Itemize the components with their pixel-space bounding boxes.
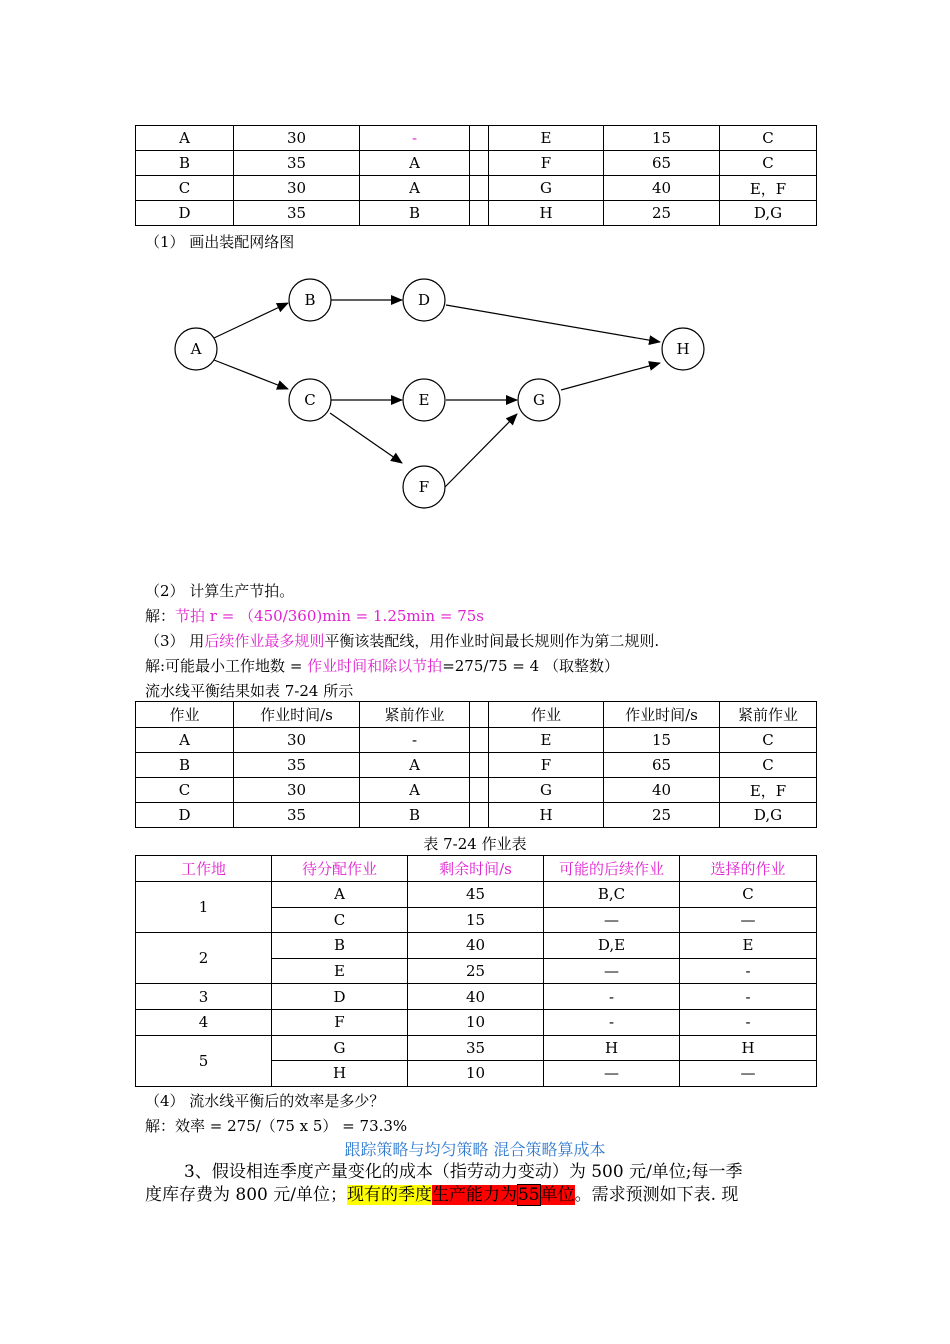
- table-header-cell: 紧前作业: [360, 702, 470, 728]
- table-cell: B: [360, 201, 470, 226]
- table-cell: —: [544, 1061, 680, 1087]
- table-header-cell: 作业: [136, 702, 234, 728]
- result-line: 流水线平衡结果如表 7-24 所示: [145, 682, 354, 700]
- table-cell: E: [489, 126, 604, 151]
- node-label: H: [676, 340, 690, 358]
- table-cell: 40: [604, 176, 720, 201]
- table-cell: B,C: [544, 882, 680, 908]
- table-cell: 15: [604, 126, 720, 151]
- table-cell: A: [360, 151, 470, 176]
- table-2-caption: 表 7-24 作业表: [423, 835, 527, 853]
- paragraph-line-2: [145, 1180, 738, 1205]
- table-header-cell: 作业时间/s: [234, 702, 360, 728]
- table-cell: F: [489, 151, 604, 176]
- table-cell: 25: [408, 958, 544, 984]
- table-cell: H: [489, 201, 604, 226]
- edge-a-c: [214, 360, 288, 389]
- assembly-network-diagram: [0, 0, 950, 560]
- node-d: [403, 279, 445, 321]
- table-2: [135, 701, 817, 828]
- table-cell: 40: [408, 984, 544, 1010]
- table-cell: -: [360, 728, 470, 753]
- question-3-prefix: （3） 用: [145, 632, 205, 650]
- table-spacer-cell: [470, 702, 489, 728]
- table-cell: 10: [408, 1061, 544, 1087]
- table-cell: H: [489, 803, 604, 828]
- question-1: （1） 画出装配网络图: [145, 233, 295, 251]
- node-g: [518, 379, 560, 421]
- table-cell: C: [720, 753, 817, 778]
- answer-2-prefix: 解：: [145, 607, 176, 625]
- table-cell: C: [720, 126, 817, 151]
- table-cell: —: [544, 958, 680, 984]
- table-cell: 35: [408, 1035, 544, 1061]
- table-cell: A: [136, 728, 234, 753]
- table-spacer-cell: [470, 803, 489, 828]
- table-cell: —: [680, 907, 817, 933]
- table-cell: D: [272, 984, 408, 1010]
- highlight-yellow: 现有的季度: [346, 1185, 432, 1205]
- answer-4: 解：效率 = 275/（75 x 5） = 73.3%: [145, 1117, 408, 1135]
- table-row: [136, 1009, 817, 1035]
- table-cell: -: [680, 1009, 817, 1035]
- station-cell: 1: [136, 882, 272, 933]
- table-cell: C: [720, 151, 817, 176]
- table-cell: -: [680, 984, 817, 1010]
- table-cell: 30: [234, 778, 360, 803]
- question-3-suffix: 平衡该装配线，用作业时间最长规则作为第二规则.: [324, 632, 660, 650]
- table-cell: D: [136, 201, 234, 226]
- highlight-red-1: 生产能力为: [431, 1185, 517, 1205]
- node-b: [289, 279, 331, 321]
- table-cell: F: [272, 1009, 408, 1035]
- highlight-red-3: 单位: [540, 1185, 575, 1205]
- node-label: F: [418, 478, 430, 496]
- table-row: [136, 778, 817, 803]
- table-cell: 35: [234, 803, 360, 828]
- table-cell: A: [360, 753, 470, 778]
- table-cell: F: [489, 753, 604, 778]
- table-header-cell: 作业时间/s: [604, 702, 720, 728]
- table-cell: 35: [234, 151, 360, 176]
- paragraph-line-2-a: 度库存费为 800 元/单位；: [145, 1185, 347, 1205]
- table-cell: -: [360, 126, 470, 151]
- table-cell: D,G: [720, 803, 817, 828]
- table-header-cell: 可能的后续作业: [544, 856, 680, 882]
- table-header-cell: 作业: [489, 702, 604, 728]
- node-e: [403, 379, 445, 421]
- table-row: [136, 753, 817, 778]
- table-row: [136, 702, 817, 728]
- answer-3: [145, 655, 619, 676]
- question-3: [145, 630, 659, 651]
- node-a: [175, 328, 217, 370]
- table-row: [136, 1035, 817, 1061]
- edge-a-b: [214, 303, 288, 338]
- table-cell: G: [489, 176, 604, 201]
- answer-3-prefix: 解:可能最小工作地数 =: [145, 657, 308, 675]
- answer-3-highlight: 作业时间和除以节拍: [307, 657, 443, 675]
- table-cell: E: [272, 958, 408, 984]
- table-cell: C: [720, 728, 817, 753]
- table-cell: A: [360, 778, 470, 803]
- table-3: [135, 855, 817, 1087]
- table-cell: E: [680, 933, 817, 959]
- node-label: C: [304, 391, 316, 409]
- table-row: [136, 984, 817, 1010]
- table-cell: 15: [408, 907, 544, 933]
- edge-f-g: [445, 414, 517, 487]
- table-cell: B: [360, 803, 470, 828]
- node-label: E: [418, 391, 430, 409]
- answer-2-text: 节拍 r = （450/360)min = 1.25min = 75s: [175, 607, 484, 625]
- table-cell: 40: [604, 778, 720, 803]
- table-cell: -: [544, 984, 680, 1010]
- table-cell: —: [544, 907, 680, 933]
- table-header-cell: 待分配作业: [272, 856, 408, 882]
- table-cell: 10: [408, 1009, 544, 1035]
- table-cell: 25: [604, 803, 720, 828]
- table-header-cell: 紧前作业: [720, 702, 817, 728]
- table-cell: C: [136, 778, 234, 803]
- table-row: [136, 933, 817, 959]
- table-cell: D,G: [720, 201, 817, 226]
- table-cell: G: [272, 1035, 408, 1061]
- table-cell: 40: [408, 933, 544, 959]
- table-row: [136, 856, 817, 882]
- section-title: 跟踪策略与均匀策略 混合策略算成本: [344, 1140, 606, 1159]
- station-cell: 5: [136, 1035, 272, 1086]
- table-spacer-cell: [470, 753, 489, 778]
- paragraph-line-2-b: 。需求预测如下表. 现: [574, 1185, 739, 1205]
- table-cell: —: [680, 1061, 817, 1087]
- table-row: [136, 882, 817, 908]
- node-label: B: [304, 291, 316, 309]
- node-f: [403, 466, 445, 508]
- table-header-cell: 工作地: [136, 856, 272, 882]
- table-cell: E: [489, 728, 604, 753]
- table-cell: 65: [604, 753, 720, 778]
- table-header-cell: 选择的作业: [680, 856, 817, 882]
- table-spacer-cell: [470, 728, 489, 753]
- table-cell: 30: [234, 176, 360, 201]
- table-cell: D,E: [544, 933, 680, 959]
- node-h: [662, 328, 704, 370]
- table-spacer-cell: [470, 778, 489, 803]
- table-header-cell: 剩余时间/s: [408, 856, 544, 882]
- table-cell: H: [680, 1035, 817, 1061]
- paragraph-line-1: 3、假设相连季度产量变化的成本（指劳动力变动）为 500 元/单位;每一季: [184, 1162, 743, 1182]
- station-cell: 3: [136, 984, 272, 1010]
- question-2: （2） 计算生产节拍。: [145, 582, 295, 600]
- edge-c-f: [330, 413, 402, 463]
- node-label: D: [417, 291, 431, 309]
- table-cell: H: [544, 1035, 680, 1061]
- question-3-highlight: 后续作业最多规则: [204, 632, 325, 650]
- answer-3-suffix: =275/75 = 4 （取整数）: [442, 657, 619, 675]
- table-cell: 45: [408, 882, 544, 908]
- table-cell: -: [544, 1009, 680, 1035]
- table-cell: C: [680, 882, 817, 908]
- table-cell: E，F: [720, 778, 817, 803]
- edge-d-h: [446, 305, 660, 342]
- table-cell: 25: [604, 201, 720, 226]
- station-cell: 4: [136, 1009, 272, 1035]
- node-label: G: [533, 391, 545, 409]
- table-row: [136, 803, 817, 828]
- table-cell: 65: [604, 151, 720, 176]
- table-cell: 30: [234, 126, 360, 151]
- table-cell: B: [272, 933, 408, 959]
- highlight-red-2: 55: [517, 1185, 540, 1205]
- answer-2: [145, 605, 484, 626]
- table-cell: B: [136, 753, 234, 778]
- table-cell: 30: [234, 728, 360, 753]
- table-cell: C: [136, 176, 234, 201]
- table-cell: E，F: [720, 176, 817, 201]
- table-cell: 35: [234, 201, 360, 226]
- table-cell: A: [272, 882, 408, 908]
- table-cell: C: [272, 907, 408, 933]
- table-cell: A: [360, 176, 470, 201]
- table-cell: A: [136, 126, 234, 151]
- table-cell: D: [136, 803, 234, 828]
- question-4: （4） 流水线平衡后的效率是多少？: [145, 1092, 385, 1110]
- station-cell: 2: [136, 933, 272, 984]
- table-row: [136, 728, 817, 753]
- table-cell: 15: [604, 728, 720, 753]
- node-label: A: [190, 340, 202, 358]
- edge-g-h: [561, 363, 660, 390]
- table-cell: 35: [234, 753, 360, 778]
- table-cell: G: [489, 778, 604, 803]
- node-c: [289, 379, 331, 421]
- table-cell: B: [136, 151, 234, 176]
- table-cell: -: [680, 958, 817, 984]
- table-cell: H: [272, 1061, 408, 1087]
